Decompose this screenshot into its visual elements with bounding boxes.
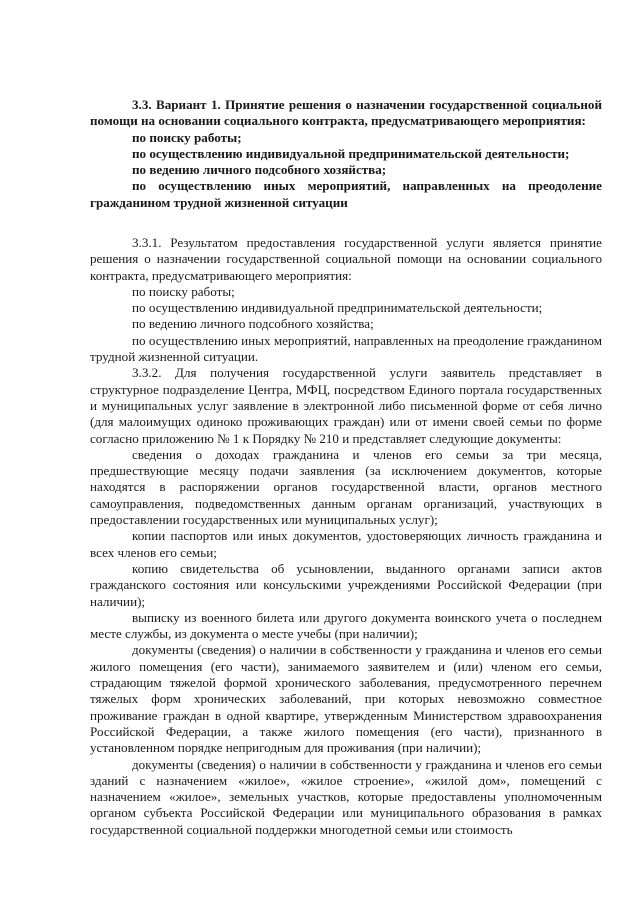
section-body bbox=[90, 235, 602, 838]
list-item: по осуществлению иных мероприятий, направленных на преодоление гражданином трудной жизненной ситуации. bbox=[90, 332, 602, 365]
list-item: по ведению личного подсобного хозяйства; bbox=[132, 316, 374, 332]
document-item: копии паспортов или иных документов, удостоверяющих личность гражданина и всех членов его семьи; bbox=[90, 528, 602, 560]
document-item: выписку из военного билета или другого документа воинского учета о последнем месте службы, из документа о месте учебы (при наличии); bbox=[90, 609, 602, 642]
heading-item: по осуществлению иных мероприятий, направленных на преодоление гражданином трудной жизненной ситуации bbox=[90, 178, 602, 210]
heading-item: по осуществлению индивидуальной предпринимательской деятельности; bbox=[132, 145, 570, 161]
document-item: копию свидетельства об усыновлении, выданного органами записи актов гражданского состояния или консульскими учреждениями Российской Федерации (при наличии); bbox=[90, 560, 602, 609]
list-item: по осуществлению индивидуальной предпринимательской деятельности; bbox=[132, 300, 543, 316]
document-item: документы (сведения) о наличии в собственности у гражданина и членов его семьи жилого помещения (его части), занимаемого заявителем и (или) членом его семьи, страдающим тяжелой формой хронического заболевания, предусмотренного перечнем тяжелых форм хронических заболеваний, при которых невозможно совместное проживание граждан в одной квартире, утвержденным Министерством здравоохранения Российской Федерации, а также жилого помещения (его части), признанного в установленном порядке непригодным для проживания (при наличии); bbox=[90, 642, 602, 756]
paragraph-3-3-1: 3.3.1. Результатом предоставления государственной услуги является принятие решения о назначении государственной социальной помощи на основании социального контракта, предусматривающего мероприятия: bbox=[90, 235, 602, 283]
paragraph-3-3-2: 3.3.2. Для получения государственной услуги заявитель представляет в структурное подразделение Центра, МФЦ, посредством Единого портала государственных и муниципальных услуг заявление в электронной либо письменной форме от себя лично (для малоимущих одиноко проживающих граждан) или от имени своей семьи по форме согласно приложению № 1 к Порядку № 210 и представляет следующие документы: bbox=[90, 365, 602, 446]
heading-item: по ведению личного подсобного хозяйства; bbox=[132, 162, 387, 178]
list-item: по поиску работы; bbox=[132, 283, 235, 299]
document-item: сведения о доходах гражданина и членов его семьи за три месяца, предшествующие месяцу подачи заявления (за исключением документов, которые находятся в распоряжении органов государственной власти, органов местного самоуправления, подведомственных данным органам организаций, участвующих в предоставлении государственных или муниципальных услуг); bbox=[90, 446, 602, 528]
heading-item: по поиску работы; bbox=[132, 129, 242, 145]
document-item: документы (сведения) о наличии в собственности у гражданина и членов его семьи зданий с назначением «жилое», «жилое строение», «жилой дом», помещений с назначением «жилое», земельных участков, которые предоставлены уполномоченным органом субъекта Российской Федерации или муниципального образования в рамках государственной социальной поддержки многодетной семьи или стоимость bbox=[90, 756, 602, 837]
section-heading bbox=[90, 97, 602, 211]
heading-title: 3.3. Вариант 1. Принятие решения о назначении государственной социальной помощи на основании социального контракта, предусматривающего мероприятия: bbox=[90, 97, 602, 129]
